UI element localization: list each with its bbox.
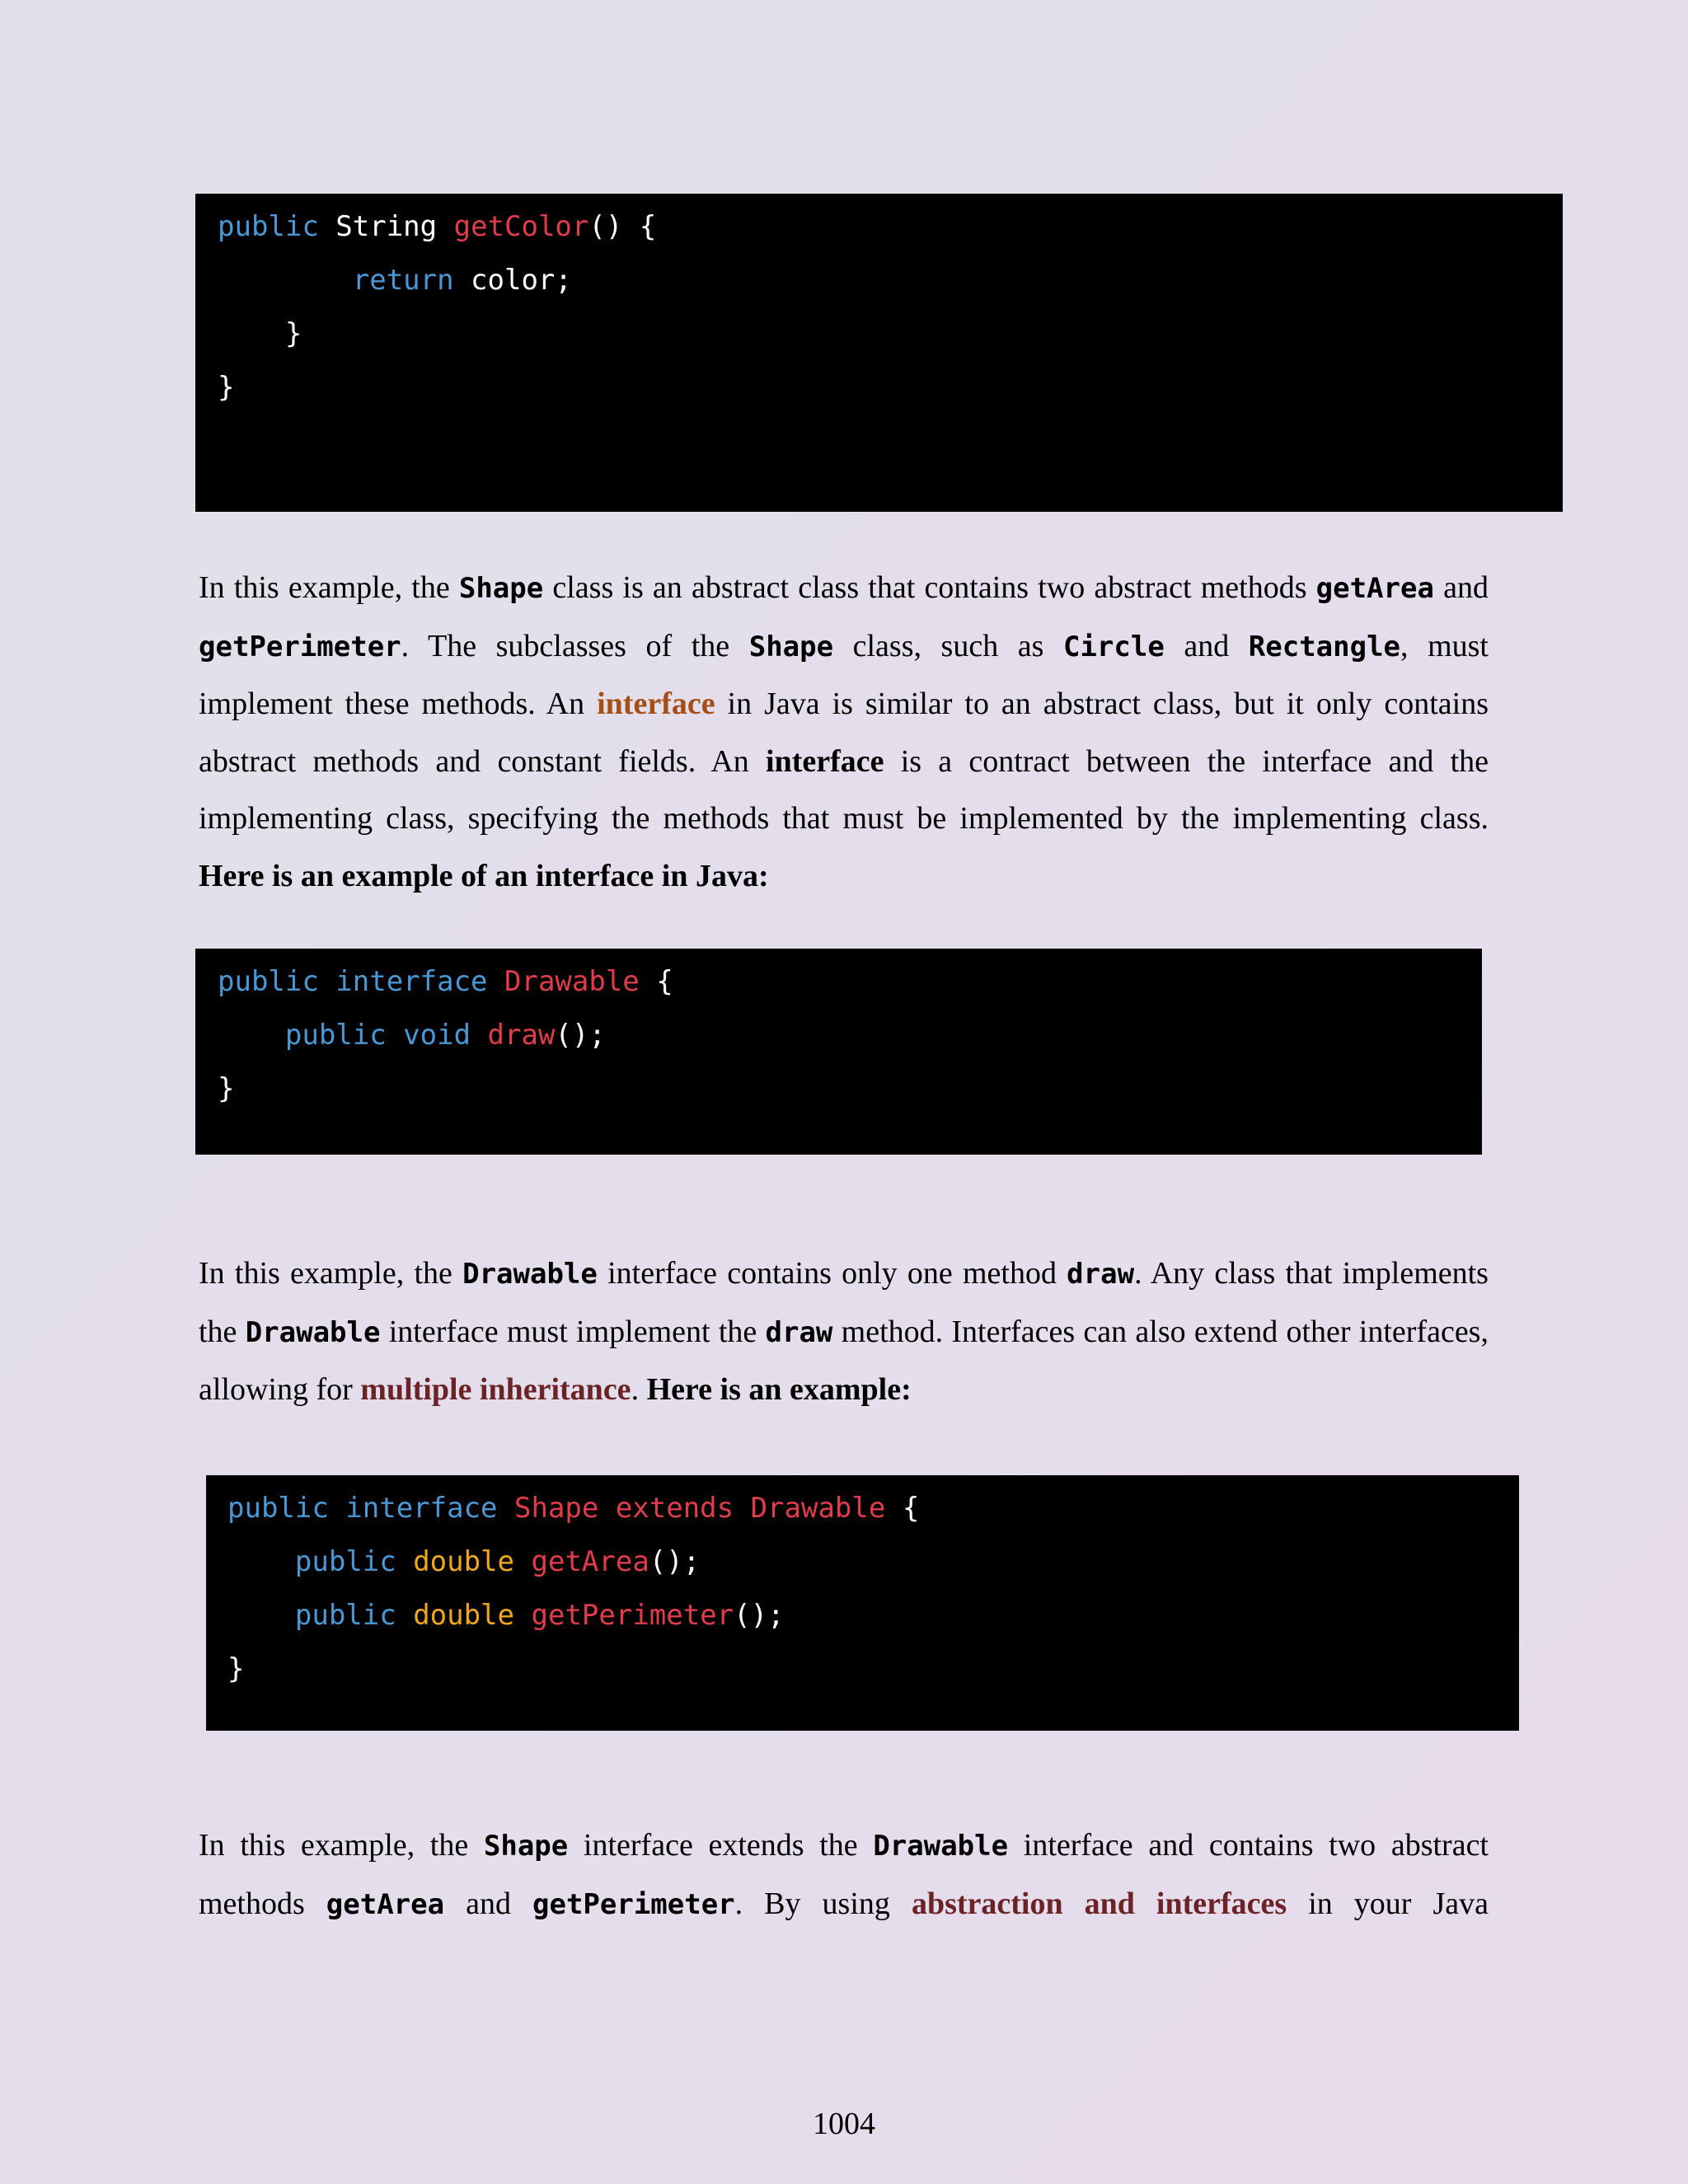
highlight-term: abstraction and interfaces [911, 1886, 1287, 1921]
text-run: In this example, the [199, 1828, 484, 1863]
code-token: } [218, 317, 302, 350]
highlight-term: interface [597, 687, 715, 721]
text-run: in Java is similar to an abstract class, but it only contains abstract methods and constant fields. An [199, 687, 1489, 779]
code-token: public [227, 1599, 396, 1632]
inline-code: Drawable [462, 1258, 598, 1291]
code-line [227, 1482, 1519, 1535]
inline-code: Circle [1062, 630, 1165, 663]
code-line [218, 200, 1563, 254]
code-token: } [227, 1652, 245, 1685]
code-line [227, 1535, 1519, 1589]
bold-text: Here is an example: [646, 1372, 912, 1407]
inline-code: Shape [748, 630, 834, 663]
code-token: (); [555, 1019, 606, 1052]
text-run: interface contains only one method [597, 1256, 1067, 1291]
code-token: public [227, 1545, 396, 1578]
inline-code: Rectangle [1248, 630, 1401, 663]
text-run: . The subclasses of the [401, 628, 749, 663]
inline-code: Drawable [873, 1830, 1009, 1863]
paragraph-drawable [199, 1245, 1489, 1419]
text-run: class is an abstract class that contains two abstract methods [543, 570, 1316, 605]
code-token: } [218, 371, 235, 404]
code-token: { [639, 965, 673, 998]
code-line [218, 254, 1563, 307]
text-run: and [1433, 570, 1489, 605]
text-run: , must implement these methods. An [199, 628, 1489, 721]
code-token [498, 1492, 514, 1525]
bold-text: interface [766, 743, 884, 779]
code-token: color; [453, 264, 572, 297]
inline-code: Shape [458, 572, 544, 605]
code-line [227, 1643, 1519, 1696]
inline-code: draw [1067, 1258, 1135, 1291]
code-line [218, 955, 1482, 1009]
text-run: . Any class that implements the [199, 1256, 1489, 1349]
highlight-term: multiple inheritance [360, 1372, 631, 1407]
paragraph-abstract-class [199, 560, 1489, 905]
code-token: { [885, 1492, 920, 1525]
text-run: In this example, the [199, 1256, 463, 1291]
inline-code: draw [765, 1315, 833, 1349]
text-run: class, such as [833, 628, 1063, 663]
code-token: public interface [227, 1492, 498, 1525]
inline-code: Shape [483, 1830, 569, 1863]
code-token: (); [734, 1599, 785, 1632]
inline-code: getPerimeter [532, 1887, 735, 1921]
code-token [488, 965, 504, 998]
text-run: in your Java [1287, 1886, 1489, 1921]
code-token [396, 1545, 413, 1578]
code-line [218, 361, 1563, 415]
code-token: draw [487, 1019, 556, 1052]
code-token: return [218, 264, 454, 297]
code-line [218, 307, 1563, 361]
code-block-shape-interface [206, 1475, 1519, 1731]
code-token: double [413, 1545, 515, 1578]
text-run: interface must implement the [380, 1314, 766, 1349]
code-token: public void [218, 1019, 471, 1052]
text-run: and [444, 1886, 533, 1921]
inline-code: getArea [1315, 572, 1434, 605]
inline-code: Drawable [245, 1315, 381, 1349]
text-run: In this example, the [199, 570, 459, 605]
text-run: . [631, 1372, 647, 1407]
code-token [514, 1545, 531, 1578]
code-token: (); [649, 1545, 701, 1578]
text-run: and [1164, 628, 1249, 663]
page-number: 1004 [813, 2107, 875, 2141]
inline-code: getPerimeter [199, 630, 401, 663]
code-token: Drawable [504, 965, 640, 998]
inline-code: getArea [326, 1887, 445, 1921]
code-token: String [318, 210, 454, 243]
code-line [227, 1589, 1519, 1643]
code-line [218, 1062, 1482, 1116]
text-run: . By using [734, 1886, 912, 1921]
code-token [396, 1599, 413, 1632]
code-token: public interface [218, 965, 488, 998]
code-token: () { [588, 210, 657, 243]
text-run: method. Interfaces can also extend other interfaces, allowing for [199, 1314, 1489, 1407]
code-token: } [218, 1072, 235, 1105]
text-run: interface extends the [568, 1828, 874, 1863]
text-run: is a contract between the interface and the implementing class, specifying the methods that must be implemented by the implementing class. [199, 743, 1489, 836]
code-block-drawable-interface [195, 949, 1482, 1155]
code-token: public [218, 210, 319, 243]
code-token [514, 1599, 531, 1632]
bold-text: Here is an example of an interface in Java: [199, 858, 769, 893]
code-token: Shape extends Drawable [514, 1492, 886, 1525]
text-run: interface and contains two abstract methods [199, 1828, 1489, 1921]
code-token: getColor [453, 210, 589, 243]
code-block-get-color [195, 194, 1563, 512]
code-token: getArea [531, 1545, 649, 1578]
code-line [218, 1009, 1482, 1062]
code-token [471, 1019, 487, 1052]
code-token: getPerimeter [531, 1599, 734, 1632]
code-token: double [413, 1599, 515, 1632]
paragraph-shape-interface [199, 1817, 1489, 1933]
